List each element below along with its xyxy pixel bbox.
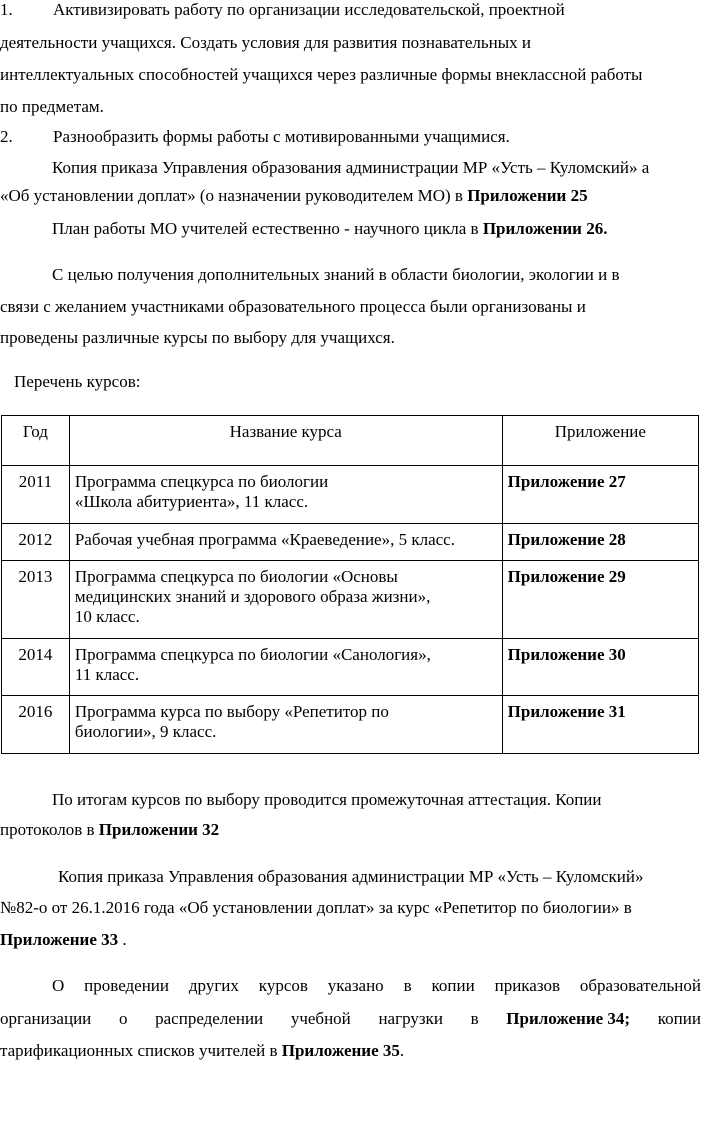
paragraph-line: проведены различные курсы по выбору для учащихся. bbox=[0, 328, 395, 347]
table-row bbox=[2, 524, 699, 561]
cell-app: Приложение 31 bbox=[502, 696, 698, 754]
list-text: Активизировать работу по организации исследовательской, проектной bbox=[53, 0, 565, 19]
paragraph-line: по предметам. bbox=[0, 97, 104, 116]
paragraph-line: интеллектуальных способностей учащихся через различные формы внеклассной работы bbox=[0, 65, 643, 84]
cell-name: Программа спецкурса по биологии «Санология», 11 класс. bbox=[69, 639, 502, 696]
table-row bbox=[2, 466, 699, 524]
appendix-ref: Приложении 26. bbox=[482, 219, 608, 238]
paragraph-line: связи с желанием участниками образовательного процесса были организованы и bbox=[0, 297, 586, 316]
cell-year: 2014 bbox=[2, 639, 70, 696]
list-item-1 bbox=[0, 0, 565, 20]
courses-table bbox=[1, 415, 699, 754]
cell-app: Приложение 27 bbox=[502, 466, 698, 524]
table-header-row bbox=[2, 416, 699, 466]
appendix-ref: Приложение 35 bbox=[281, 1041, 400, 1060]
paragraph-line: организации о распределении учебной нагрузки в Приложение 34; копии bbox=[0, 1009, 701, 1028]
paragraph-line: деятельности учащихся. Создать условия для развития познавательных и bbox=[0, 33, 532, 52]
paragraph-line: №82-о от 26.1.2016 года «Об установлении доплат» за курс «Репетитор по биологии» в bbox=[0, 898, 632, 917]
cell-app: Приложение 29 bbox=[502, 561, 698, 639]
appendix-ref: Приложение 33 bbox=[0, 930, 119, 949]
cell-app: Приложение 28 bbox=[502, 524, 698, 561]
paragraph-line: Копия приказа Управления образования администрации МР «Усть – Куломский» bbox=[58, 867, 644, 886]
cell-app: Приложение 30 bbox=[502, 639, 698, 696]
list-text: Разнообразить формы работы с мотивированными учащимися. bbox=[53, 127, 510, 146]
table-row bbox=[2, 561, 699, 639]
cell-year: 2012 bbox=[2, 524, 70, 561]
appendix-ref: Приложении 25 bbox=[467, 186, 588, 205]
cell-name: Программа курса по выбору «Репетитор по биологии», 9 класс. bbox=[69, 696, 502, 754]
paragraph-line: О проведении других курсов указано в копии приказов образовательной bbox=[52, 976, 701, 995]
paragraph-line: тарификационных списков учителей в Приложение 35. bbox=[0, 1041, 405, 1060]
appendix-ref: Приложении 32 bbox=[98, 820, 220, 839]
cell-year: 2016 bbox=[2, 696, 70, 754]
cell-year: 2011 bbox=[2, 466, 70, 524]
cell-name: Программа спецкурса по биологии «Основы медицинских знаний и здорового образа жизни», 10 класс. bbox=[69, 561, 502, 639]
table-row bbox=[2, 639, 699, 696]
appendix-ref: Приложение 34; bbox=[506, 1009, 631, 1028]
paragraph-line: Копия приказа Управления образования администрации МР «Усть – Куломский» а bbox=[52, 158, 650, 177]
paragraph-line: План работы МО учителей естественно - научного цикла в Приложении 26. bbox=[52, 219, 608, 238]
header-name: Название курса bbox=[69, 416, 502, 466]
list-label: Перечень курсов: bbox=[14, 372, 141, 391]
header-app: Приложение bbox=[502, 416, 698, 466]
list-number: 2. bbox=[0, 127, 13, 146]
cell-name: Рабочая учебная программа «Краеведение», 5 класс. bbox=[69, 524, 502, 561]
list-number: 1. bbox=[0, 0, 13, 19]
cell-name: Программа спецкурса по биологии «Школа абитуриента», 11 класс. bbox=[69, 466, 502, 524]
paragraph-line: С целью получения дополнительных знаний в области биологии, экологии и в bbox=[52, 265, 620, 284]
paragraph-line: Приложение 33 . bbox=[0, 930, 127, 949]
list-item-2 bbox=[0, 127, 510, 147]
paragraph-line: «Об установлении доплат» (о назначении руководителем МО) в Приложении 25 bbox=[0, 186, 588, 205]
table-row bbox=[2, 696, 699, 754]
cell-year: 2013 bbox=[2, 561, 70, 639]
paragraph-line: протоколов в Приложении 32 bbox=[0, 820, 220, 839]
paragraph-line: По итогам курсов по выбору проводится промежуточная аттестация. Копии bbox=[52, 790, 602, 809]
header-year: Год bbox=[2, 416, 70, 466]
